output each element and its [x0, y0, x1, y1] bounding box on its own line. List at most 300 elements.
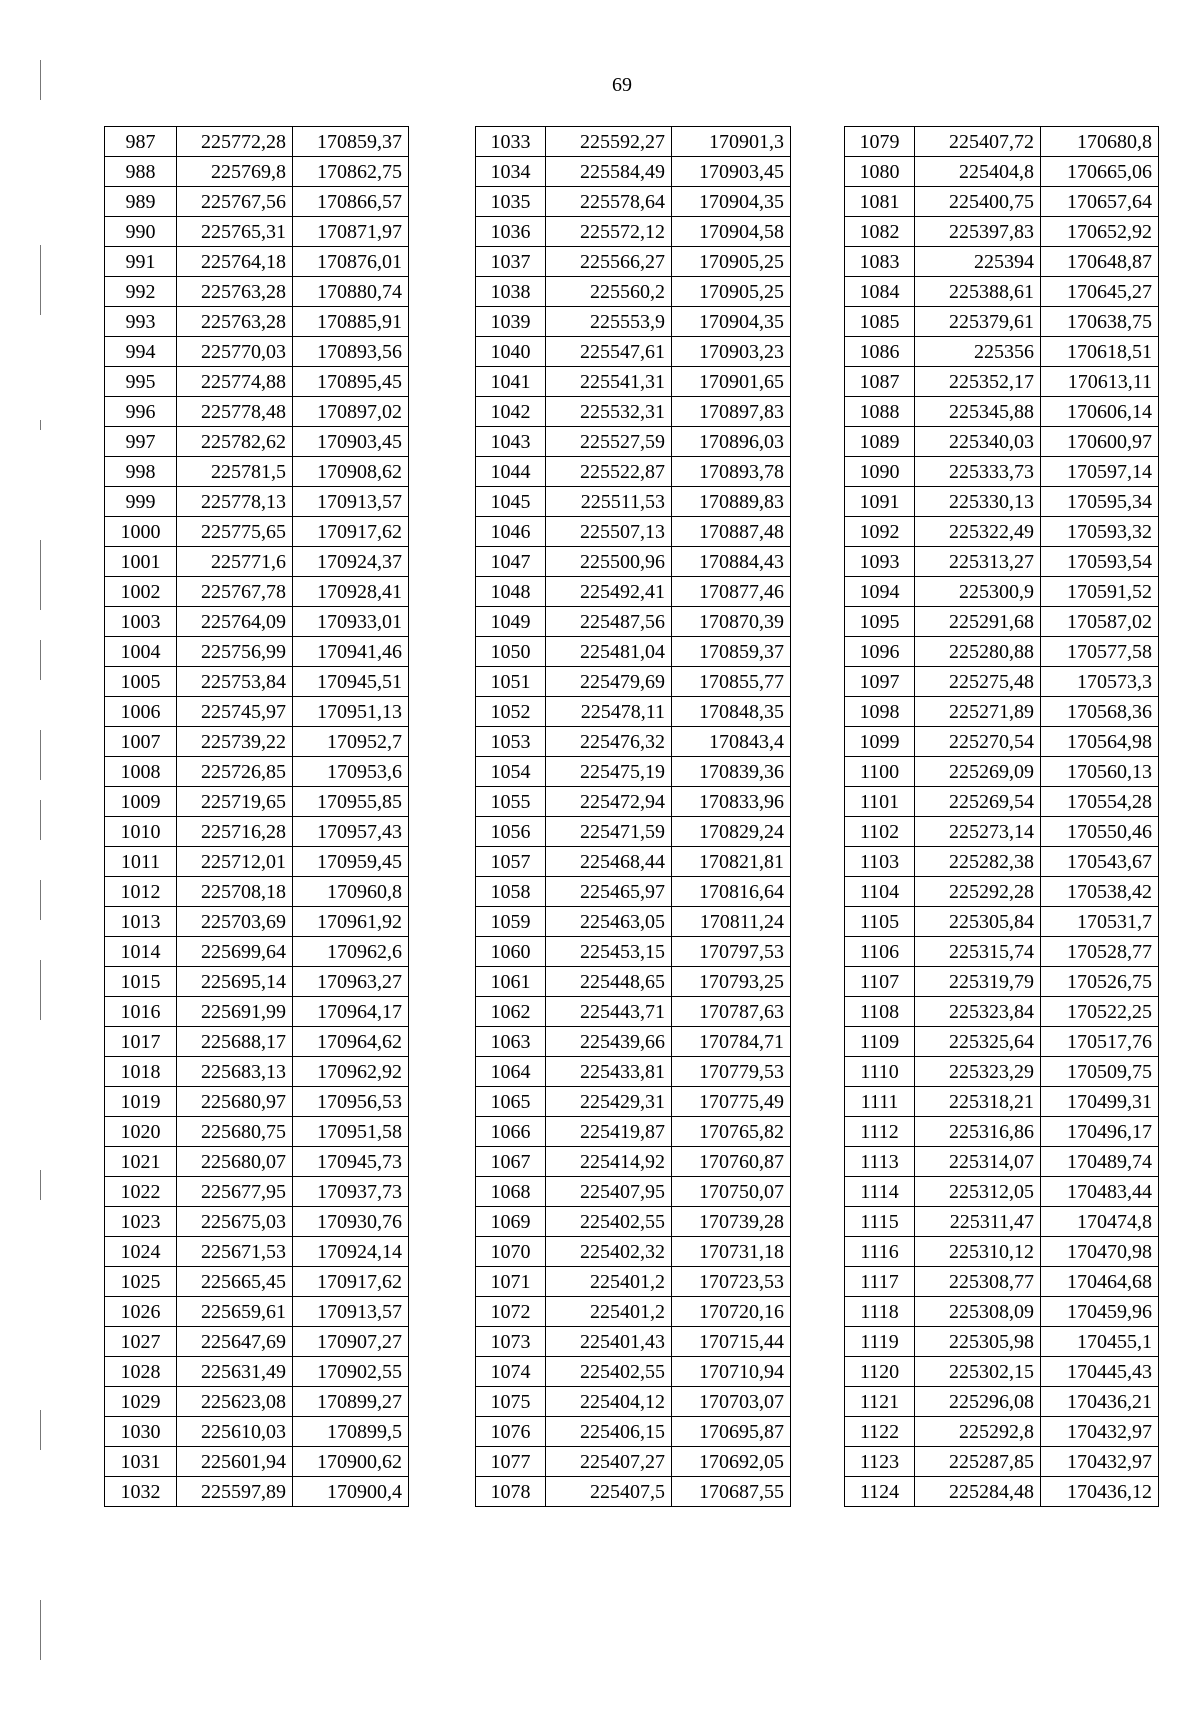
x-coordinate-cell: 225592,27 — [546, 127, 672, 157]
x-coordinate-cell: 225402,55 — [546, 1207, 672, 1237]
x-coordinate-cell: 225305,98 — [915, 1327, 1041, 1357]
table-row — [476, 1387, 791, 1417]
scan-margin-mark — [40, 800, 41, 840]
x-coordinate-cell: 225292,8 — [915, 1417, 1041, 1447]
x-coordinate-cell: 225769,8 — [177, 157, 293, 187]
point-number-cell: 987 — [105, 127, 177, 157]
point-number-cell: 1116 — [845, 1237, 915, 1267]
y-coordinate-cell: 170945,51 — [293, 667, 409, 697]
table-row — [845, 1087, 1159, 1117]
y-coordinate-cell: 170489,74 — [1041, 1147, 1159, 1177]
y-coordinate-cell: 170657,64 — [1041, 187, 1159, 217]
x-coordinate-cell: 225314,07 — [915, 1147, 1041, 1177]
point-number-cell: 992 — [105, 277, 177, 307]
y-coordinate-cell: 170645,27 — [1041, 277, 1159, 307]
y-coordinate-cell: 170877,46 — [672, 577, 791, 607]
x-coordinate-cell: 225677,95 — [177, 1177, 293, 1207]
table-row — [845, 877, 1159, 907]
table-row — [845, 577, 1159, 607]
x-coordinate-cell: 225308,09 — [915, 1297, 1041, 1327]
table-row — [845, 697, 1159, 727]
y-coordinate-cell: 170870,39 — [672, 607, 791, 637]
table-row — [105, 307, 409, 337]
table-row — [476, 847, 791, 877]
table-row — [476, 157, 791, 187]
y-coordinate-cell: 170474,8 — [1041, 1207, 1159, 1237]
point-number-cell: 1053 — [476, 727, 546, 757]
x-coordinate-cell: 225726,85 — [177, 757, 293, 787]
table-row — [845, 1387, 1159, 1417]
x-coordinate-cell: 225300,9 — [915, 577, 1041, 607]
x-coordinate-cell: 225401,2 — [546, 1297, 672, 1327]
point-number-cell: 1001 — [105, 547, 177, 577]
table-row — [845, 1447, 1159, 1477]
x-coordinate-cell: 225756,99 — [177, 637, 293, 667]
scan-margin-mark — [40, 1600, 41, 1660]
point-number-cell: 1114 — [845, 1177, 915, 1207]
table-row — [476, 1357, 791, 1387]
x-coordinate-cell: 225572,12 — [546, 217, 672, 247]
y-coordinate-cell: 170531,7 — [1041, 907, 1159, 937]
y-coordinate-cell: 170961,92 — [293, 907, 409, 937]
y-coordinate-cell: 170739,28 — [672, 1207, 791, 1237]
y-coordinate-cell: 170760,87 — [672, 1147, 791, 1177]
table-row — [476, 277, 791, 307]
table-row — [105, 907, 409, 937]
point-number-cell: 1089 — [845, 427, 915, 457]
table-row — [845, 337, 1159, 367]
point-number-cell: 1021 — [105, 1147, 177, 1177]
y-coordinate-cell: 170787,63 — [672, 997, 791, 1027]
point-number-cell: 1117 — [845, 1267, 915, 1297]
table-row — [476, 1057, 791, 1087]
point-number-cell: 1003 — [105, 607, 177, 637]
y-coordinate-cell: 170597,14 — [1041, 457, 1159, 487]
point-number-cell: 1018 — [105, 1057, 177, 1087]
y-coordinate-cell: 170859,37 — [672, 637, 791, 667]
point-number-cell: 1113 — [845, 1147, 915, 1177]
x-coordinate-cell: 225601,94 — [177, 1447, 293, 1477]
table-row — [845, 457, 1159, 487]
point-number-cell: 1052 — [476, 697, 546, 727]
y-coordinate-cell: 170526,75 — [1041, 967, 1159, 997]
y-coordinate-cell: 170765,82 — [672, 1117, 791, 1147]
x-coordinate-cell: 225763,28 — [177, 277, 293, 307]
x-coordinate-cell: 225310,12 — [915, 1237, 1041, 1267]
y-coordinate-cell: 170951,58 — [293, 1117, 409, 1147]
table-row — [105, 1237, 409, 1267]
point-number-cell: 1005 — [105, 667, 177, 697]
table-row — [105, 1447, 409, 1477]
x-coordinate-cell: 225765,31 — [177, 217, 293, 247]
y-coordinate-cell: 170928,41 — [293, 577, 409, 607]
x-coordinate-cell: 225680,97 — [177, 1087, 293, 1117]
table-row — [105, 187, 409, 217]
point-number-cell: 1093 — [845, 547, 915, 577]
x-coordinate-cell: 225597,89 — [177, 1477, 293, 1507]
table-row — [845, 217, 1159, 247]
coordinates-table-1 — [104, 126, 409, 1507]
point-number-cell: 1036 — [476, 217, 546, 247]
y-coordinate-cell: 170432,97 — [1041, 1417, 1159, 1447]
table-row — [476, 427, 791, 457]
y-coordinate-cell: 170648,87 — [1041, 247, 1159, 277]
point-number-cell: 990 — [105, 217, 177, 247]
point-number-cell: 1062 — [476, 997, 546, 1027]
point-number-cell: 1013 — [105, 907, 177, 937]
point-number-cell: 1111 — [845, 1087, 915, 1117]
point-number-cell: 1031 — [105, 1447, 177, 1477]
y-coordinate-cell: 170896,03 — [672, 427, 791, 457]
table-row — [845, 397, 1159, 427]
y-coordinate-cell: 170902,55 — [293, 1357, 409, 1387]
table-row — [105, 1087, 409, 1117]
table-row — [845, 157, 1159, 187]
y-coordinate-cell: 170941,46 — [293, 637, 409, 667]
point-number-cell: 1035 — [476, 187, 546, 217]
scan-margin-mark — [40, 540, 41, 610]
x-coordinate-cell: 225507,13 — [546, 517, 672, 547]
table-row — [845, 1237, 1159, 1267]
x-coordinate-cell: 225560,2 — [546, 277, 672, 307]
point-number-cell: 1014 — [105, 937, 177, 967]
y-coordinate-cell: 170963,27 — [293, 967, 409, 997]
x-coordinate-cell: 225453,15 — [546, 937, 672, 967]
x-coordinate-cell: 225511,53 — [546, 487, 672, 517]
y-coordinate-cell: 170901,3 — [672, 127, 791, 157]
y-coordinate-cell: 170895,45 — [293, 367, 409, 397]
table-row — [105, 547, 409, 577]
table-row — [476, 967, 791, 997]
point-number-cell: 1078 — [476, 1477, 546, 1507]
scan-margin-mark — [40, 640, 41, 680]
table-row — [476, 1477, 791, 1507]
point-number-cell: 1030 — [105, 1417, 177, 1447]
table-row — [845, 757, 1159, 787]
y-coordinate-cell: 170937,73 — [293, 1177, 409, 1207]
x-coordinate-cell: 225782,62 — [177, 427, 293, 457]
y-coordinate-cell: 170638,75 — [1041, 307, 1159, 337]
x-coordinate-cell: 225313,27 — [915, 547, 1041, 577]
table-row — [105, 877, 409, 907]
y-coordinate-cell: 170750,07 — [672, 1177, 791, 1207]
table-row — [105, 1177, 409, 1207]
scan-margin-mark — [40, 1170, 41, 1200]
x-coordinate-cell: 225468,44 — [546, 847, 672, 877]
y-coordinate-cell: 170930,76 — [293, 1207, 409, 1237]
table-row — [476, 1297, 791, 1327]
table-row — [476, 547, 791, 577]
point-number-cell: 999 — [105, 487, 177, 517]
table-row — [105, 727, 409, 757]
x-coordinate-cell: 225394 — [915, 247, 1041, 277]
x-coordinate-cell: 225767,56 — [177, 187, 293, 217]
x-coordinate-cell: 225443,71 — [546, 997, 672, 1027]
point-number-cell: 1041 — [476, 367, 546, 397]
y-coordinate-cell: 170904,35 — [672, 307, 791, 337]
table-row — [476, 577, 791, 607]
x-coordinate-cell: 225311,47 — [915, 1207, 1041, 1237]
x-coordinate-cell: 225719,65 — [177, 787, 293, 817]
y-coordinate-cell: 170829,24 — [672, 817, 791, 847]
point-number-cell: 1034 — [476, 157, 546, 187]
point-number-cell: 1015 — [105, 967, 177, 997]
point-number-cell: 1085 — [845, 307, 915, 337]
table-row — [476, 1237, 791, 1267]
y-coordinate-cell: 170903,45 — [293, 427, 409, 457]
x-coordinate-cell: 225419,87 — [546, 1117, 672, 1147]
table-row — [105, 757, 409, 787]
table-row — [845, 847, 1159, 877]
y-coordinate-cell: 170899,5 — [293, 1417, 409, 1447]
scan-margin-mark — [40, 730, 41, 780]
y-coordinate-cell: 170459,96 — [1041, 1297, 1159, 1327]
point-number-cell: 1077 — [476, 1447, 546, 1477]
scan-margin-mark — [40, 960, 41, 1020]
table-row — [105, 577, 409, 607]
y-coordinate-cell: 170600,97 — [1041, 427, 1159, 457]
y-coordinate-cell: 170593,54 — [1041, 547, 1159, 577]
x-coordinate-cell: 225623,08 — [177, 1387, 293, 1417]
y-coordinate-cell: 170560,13 — [1041, 757, 1159, 787]
x-coordinate-cell: 225479,69 — [546, 667, 672, 697]
x-coordinate-cell: 225401,43 — [546, 1327, 672, 1357]
x-coordinate-cell: 225407,72 — [915, 127, 1041, 157]
x-coordinate-cell: 225471,59 — [546, 817, 672, 847]
table-row — [105, 1207, 409, 1237]
point-number-cell: 1011 — [105, 847, 177, 877]
table-row — [105, 427, 409, 457]
point-number-cell: 1118 — [845, 1297, 915, 1327]
point-number-cell: 1054 — [476, 757, 546, 787]
point-number-cell: 1124 — [845, 1477, 915, 1507]
point-number-cell: 1051 — [476, 667, 546, 697]
y-coordinate-cell: 170964,17 — [293, 997, 409, 1027]
x-coordinate-cell: 225356 — [915, 337, 1041, 367]
point-number-cell: 1098 — [845, 697, 915, 727]
point-number-cell: 989 — [105, 187, 177, 217]
y-coordinate-cell: 170956,53 — [293, 1087, 409, 1117]
point-number-cell: 1039 — [476, 307, 546, 337]
y-coordinate-cell: 170775,49 — [672, 1087, 791, 1117]
y-coordinate-cell: 170900,4 — [293, 1477, 409, 1507]
x-coordinate-cell: 225404,8 — [915, 157, 1041, 187]
table-row — [105, 637, 409, 667]
x-coordinate-cell: 225680,75 — [177, 1117, 293, 1147]
table-row — [105, 217, 409, 247]
y-coordinate-cell: 170720,16 — [672, 1297, 791, 1327]
point-number-cell: 1055 — [476, 787, 546, 817]
x-coordinate-cell: 225541,31 — [546, 367, 672, 397]
point-number-cell: 1074 — [476, 1357, 546, 1387]
y-coordinate-cell: 170692,05 — [672, 1447, 791, 1477]
point-number-cell: 1099 — [845, 727, 915, 757]
x-coordinate-cell: 225302,15 — [915, 1357, 1041, 1387]
x-coordinate-cell: 225745,97 — [177, 697, 293, 727]
x-coordinate-cell: 225388,61 — [915, 277, 1041, 307]
point-number-cell: 1007 — [105, 727, 177, 757]
table-row — [105, 1147, 409, 1177]
table-row — [105, 277, 409, 307]
y-coordinate-cell: 170613,11 — [1041, 367, 1159, 397]
table-row — [476, 667, 791, 697]
point-number-cell: 1044 — [476, 457, 546, 487]
table-row — [845, 1327, 1159, 1357]
y-coordinate-cell: 170951,13 — [293, 697, 409, 727]
point-number-cell: 1096 — [845, 637, 915, 667]
table-row — [845, 727, 1159, 757]
x-coordinate-cell: 225716,28 — [177, 817, 293, 847]
point-number-cell: 1112 — [845, 1117, 915, 1147]
x-coordinate-cell: 225269,54 — [915, 787, 1041, 817]
table-row — [476, 1147, 791, 1177]
table-row — [845, 487, 1159, 517]
point-number-cell: 1091 — [845, 487, 915, 517]
y-coordinate-cell: 170917,62 — [293, 1267, 409, 1297]
point-number-cell: 1016 — [105, 997, 177, 1027]
x-coordinate-cell: 225772,28 — [177, 127, 293, 157]
table-row — [105, 1417, 409, 1447]
scan-margin-mark — [40, 1410, 41, 1450]
table-row — [105, 247, 409, 277]
y-coordinate-cell: 170889,83 — [672, 487, 791, 517]
y-coordinate-cell: 170893,56 — [293, 337, 409, 367]
y-coordinate-cell: 170964,62 — [293, 1027, 409, 1057]
y-coordinate-cell: 170959,45 — [293, 847, 409, 877]
x-coordinate-cell: 225481,04 — [546, 637, 672, 667]
x-coordinate-cell: 225323,29 — [915, 1057, 1041, 1087]
x-coordinate-cell: 225680,07 — [177, 1147, 293, 1177]
y-coordinate-cell: 170855,77 — [672, 667, 791, 697]
x-coordinate-cell: 225631,49 — [177, 1357, 293, 1387]
point-number-cell: 1009 — [105, 787, 177, 817]
y-coordinate-cell: 170496,17 — [1041, 1117, 1159, 1147]
y-coordinate-cell: 170517,76 — [1041, 1027, 1159, 1057]
y-coordinate-cell: 170710,94 — [672, 1357, 791, 1387]
y-coordinate-cell: 170884,43 — [672, 547, 791, 577]
table-row — [845, 547, 1159, 577]
point-number-cell: 1121 — [845, 1387, 915, 1417]
point-number-cell: 988 — [105, 157, 177, 187]
y-coordinate-cell: 170464,68 — [1041, 1267, 1159, 1297]
table-row — [476, 247, 791, 277]
y-coordinate-cell: 170436,12 — [1041, 1477, 1159, 1507]
y-coordinate-cell: 170522,25 — [1041, 997, 1159, 1027]
table-row — [105, 697, 409, 727]
x-coordinate-cell: 225764,18 — [177, 247, 293, 277]
x-coordinate-cell: 225659,61 — [177, 1297, 293, 1327]
y-coordinate-cell: 170953,6 — [293, 757, 409, 787]
table-row — [845, 1177, 1159, 1207]
point-number-cell: 1070 — [476, 1237, 546, 1267]
y-coordinate-cell: 170564,98 — [1041, 727, 1159, 757]
y-coordinate-cell: 170455,1 — [1041, 1327, 1159, 1357]
point-number-cell: 1087 — [845, 367, 915, 397]
y-coordinate-cell: 170695,87 — [672, 1417, 791, 1447]
x-coordinate-cell: 225312,05 — [915, 1177, 1041, 1207]
point-number-cell: 1029 — [105, 1387, 177, 1417]
x-coordinate-cell: 225699,64 — [177, 937, 293, 967]
page-number: 69 — [612, 74, 632, 96]
y-coordinate-cell: 170652,92 — [1041, 217, 1159, 247]
point-number-cell: 1033 — [476, 127, 546, 157]
point-number-cell: 1048 — [476, 577, 546, 607]
y-coordinate-cell: 170554,28 — [1041, 787, 1159, 817]
table-row — [476, 1447, 791, 1477]
y-coordinate-cell: 170723,53 — [672, 1267, 791, 1297]
x-coordinate-cell: 225322,49 — [915, 517, 1041, 547]
x-coordinate-cell: 225522,87 — [546, 457, 672, 487]
point-number-cell: 1110 — [845, 1057, 915, 1087]
point-number-cell: 1019 — [105, 1087, 177, 1117]
x-coordinate-cell: 225695,14 — [177, 967, 293, 997]
table-row — [845, 637, 1159, 667]
x-coordinate-cell: 225610,03 — [177, 1417, 293, 1447]
y-coordinate-cell: 170903,23 — [672, 337, 791, 367]
point-number-cell: 1057 — [476, 847, 546, 877]
point-number-cell: 1038 — [476, 277, 546, 307]
x-coordinate-cell: 225753,84 — [177, 667, 293, 697]
point-number-cell: 1067 — [476, 1147, 546, 1177]
y-coordinate-cell: 170908,62 — [293, 457, 409, 487]
table-row — [845, 1207, 1159, 1237]
y-coordinate-cell: 170960,8 — [293, 877, 409, 907]
point-number-cell: 1047 — [476, 547, 546, 577]
table-row — [845, 1027, 1159, 1057]
y-coordinate-cell: 170687,55 — [672, 1477, 791, 1507]
x-coordinate-cell: 225578,64 — [546, 187, 672, 217]
scan-margin-mark — [40, 245, 41, 315]
y-coordinate-cell: 170848,35 — [672, 697, 791, 727]
x-coordinate-cell: 225439,66 — [546, 1027, 672, 1057]
x-coordinate-cell: 225767,78 — [177, 577, 293, 607]
y-coordinate-cell: 170587,02 — [1041, 607, 1159, 637]
table-row — [476, 1207, 791, 1237]
point-number-cell: 1071 — [476, 1267, 546, 1297]
point-number-cell: 1008 — [105, 757, 177, 787]
point-number-cell: 1122 — [845, 1417, 915, 1447]
y-coordinate-cell: 170445,43 — [1041, 1357, 1159, 1387]
y-coordinate-cell: 170784,71 — [672, 1027, 791, 1057]
x-coordinate-cell: 225675,03 — [177, 1207, 293, 1237]
table-row — [845, 937, 1159, 967]
x-coordinate-cell: 225778,13 — [177, 487, 293, 517]
point-number-cell: 1092 — [845, 517, 915, 547]
table-row — [476, 1177, 791, 1207]
table-row — [476, 1327, 791, 1357]
x-coordinate-cell: 225305,84 — [915, 907, 1041, 937]
point-number-cell: 1072 — [476, 1297, 546, 1327]
table-row — [845, 1147, 1159, 1177]
x-coordinate-cell: 225414,92 — [546, 1147, 672, 1177]
point-number-cell: 1104 — [845, 877, 915, 907]
table-row — [105, 667, 409, 697]
point-number-cell: 1081 — [845, 187, 915, 217]
table-row — [105, 1117, 409, 1147]
y-coordinate-cell: 170905,25 — [672, 277, 791, 307]
x-coordinate-cell: 225315,74 — [915, 937, 1041, 967]
table-row — [845, 907, 1159, 937]
table-row — [105, 1057, 409, 1087]
y-coordinate-cell: 170550,46 — [1041, 817, 1159, 847]
point-number-cell: 1063 — [476, 1027, 546, 1057]
x-coordinate-cell: 225379,61 — [915, 307, 1041, 337]
table-row — [105, 787, 409, 817]
point-number-cell: 1119 — [845, 1327, 915, 1357]
table-row — [476, 937, 791, 967]
y-coordinate-cell: 170703,07 — [672, 1387, 791, 1417]
x-coordinate-cell: 225671,53 — [177, 1237, 293, 1267]
